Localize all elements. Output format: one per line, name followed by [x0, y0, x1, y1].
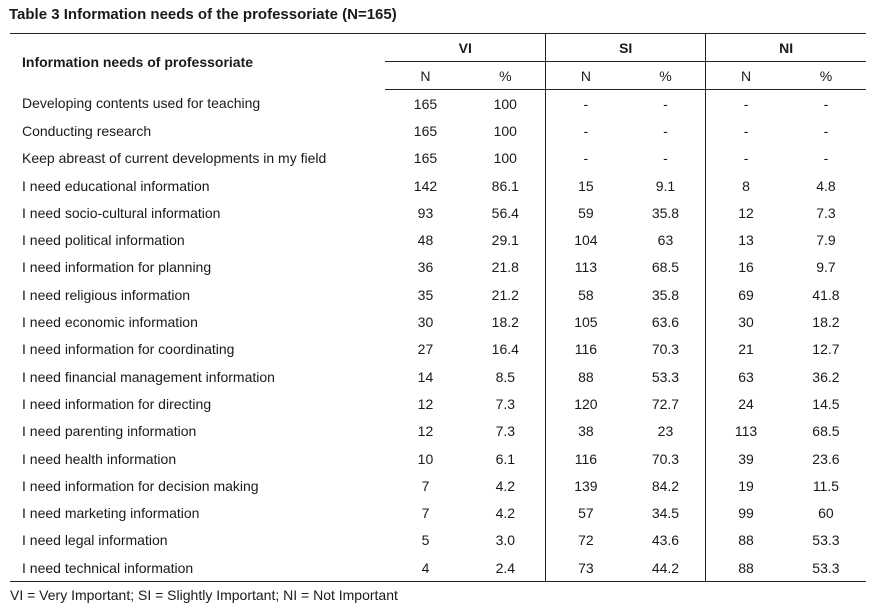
cell-ni-n: -: [706, 145, 786, 172]
cell-vi-n: 142: [413, 177, 438, 194]
cell-vi-n: 36: [417, 259, 434, 276]
cell-ni-pct: -: [823, 95, 829, 112]
cell-vi-pct: 100: [493, 122, 517, 139]
cell-si-n: -: [546, 90, 626, 118]
cell-ni-pct: 7.9: [816, 232, 836, 249]
cell-ni-pct: 7.3: [816, 204, 836, 221]
table-row: [10, 281, 866, 308]
cell-si-n: 38: [546, 418, 626, 445]
table-row: [10, 527, 866, 554]
cell-si-n: 116: [546, 336, 626, 363]
row-label: I need political information: [22, 232, 185, 249]
table-title: Table 3 Information needs of the professoriate (N=165): [9, 6, 397, 23]
cell-si-n: 88: [546, 363, 626, 390]
cell-si-pct: -: [663, 150, 668, 167]
cell-vi-pct: 56.4: [491, 204, 519, 221]
cell-ni-pct: 53.3: [786, 554, 866, 582]
table-row: [10, 363, 866, 390]
cell-si-n: 120: [546, 390, 626, 417]
table-footnote: VI = Very Important; SI = Slightly Important; NI = Not Important: [10, 587, 398, 603]
sub-header-si-pct: %: [626, 62, 706, 90]
cell-ni-pct: -: [823, 122, 829, 139]
cell-si-pct: 72.7: [651, 395, 680, 412]
sub-header-ni-n: N: [706, 62, 786, 90]
cell-vi-pct: 18.2: [491, 314, 519, 331]
cell-si-n: 57: [546, 499, 626, 526]
row-label-header: Information needs of professoriate: [10, 34, 385, 90]
cell-si-n: 72: [546, 527, 626, 554]
cell-vi-n: 12: [417, 395, 434, 412]
cell-si-n: 59: [546, 199, 626, 226]
table-body: [10, 90, 866, 582]
table-row: [10, 226, 866, 253]
cell-ni-n: -: [706, 117, 786, 144]
cell-ni-n: 12: [706, 199, 786, 226]
row-label: I need financial management information: [22, 368, 275, 385]
row-label: I need marketing information: [22, 505, 200, 522]
cell-ni-pct: 12.7: [812, 341, 840, 358]
cell-si-pct: 44.2: [626, 554, 706, 582]
cell-vi-pct: 21.2: [491, 286, 519, 303]
row-label: I need technical information: [10, 554, 385, 582]
cell-si-pct: 68.5: [651, 259, 680, 276]
cell-si-n: 104: [546, 226, 626, 253]
cell-vi-n: 35: [417, 286, 434, 303]
cell-si-pct: 23: [657, 423, 674, 440]
cell-ni-n: 16: [706, 254, 786, 281]
cell-ni-n: 63: [706, 363, 786, 390]
cell-vi-pct: 86.1: [491, 177, 519, 194]
cell-si-n: 15: [546, 172, 626, 199]
cell-vi-n: 27: [417, 341, 434, 358]
table-row: [10, 499, 866, 526]
cell-ni-pct: 68.5: [812, 423, 840, 440]
group-header-si: SI: [546, 34, 706, 62]
cell-ni-pct: 23.6: [812, 450, 840, 467]
cell-vi-pct: 4.2: [495, 477, 516, 494]
cell-ni-pct: 14.5: [812, 395, 840, 412]
cell-vi-n: 48: [417, 232, 434, 249]
cell-si-pct: 63: [657, 232, 674, 249]
cell-ni-pct: 36.2: [812, 368, 840, 385]
cell-ni-pct: -: [823, 150, 829, 167]
table-row: [10, 390, 866, 417]
table-row: [10, 445, 866, 472]
cell-ni-pct: 60: [818, 505, 834, 522]
row-label: I need information for coordinating: [22, 341, 235, 358]
table-row: [10, 254, 866, 281]
cell-vi-n: 165: [413, 122, 438, 139]
row-label: Developing contents used for teaching: [22, 95, 261, 112]
cell-si-n: 113: [546, 254, 626, 281]
information-needs-table: [10, 33, 866, 582]
row-label: I need economic information: [22, 314, 198, 331]
row-label: I need health information: [22, 450, 177, 467]
cell-si-pct: 63.6: [651, 314, 680, 331]
cell-si-pct: -: [663, 95, 668, 112]
cell-vi-pct: 4.2: [495, 505, 516, 522]
sub-header-ni-pct: %: [786, 62, 866, 90]
sub-header-vi-pct: %: [466, 62, 546, 90]
cell-vi-pct: 16.4: [491, 341, 519, 358]
cell-vi-pct: 6.1: [495, 450, 516, 467]
cell-ni-n: 88: [706, 527, 786, 554]
row-label: I need information for decision making: [22, 477, 259, 494]
cell-vi-n: 93: [417, 204, 434, 221]
cell-si-n: 73: [546, 554, 626, 582]
table-row: [10, 308, 866, 335]
cell-vi-pct: 100: [493, 150, 517, 167]
cell-si-pct: 84.2: [651, 477, 680, 494]
row-label: I need information for planning: [22, 259, 212, 276]
cell-si-pct: 43.6: [651, 532, 680, 549]
cell-si-pct: 9.1: [655, 177, 676, 194]
cell-ni-n: 21: [706, 336, 786, 363]
cell-ni-n: 13: [706, 226, 786, 253]
cell-ni-pct: 4.8: [816, 177, 836, 194]
sub-header-vi-n: N: [385, 62, 465, 90]
cell-ni-pct: 53.3: [812, 532, 840, 549]
cell-ni-pct: 11.5: [812, 477, 840, 494]
cell-ni-n: 69: [706, 281, 786, 308]
row-label: I need legal information: [22, 532, 168, 549]
table-row: [10, 336, 866, 363]
cell-si-pct: 34.5: [651, 505, 680, 522]
cell-vi-pct: 2.4: [466, 554, 546, 582]
row-label: I need parenting information: [22, 423, 197, 440]
sub-header-si-n: N: [546, 62, 626, 90]
cell-ni-n: 39: [706, 445, 786, 472]
cell-vi-n: 7: [421, 505, 430, 522]
cell-si-n: 105: [546, 308, 626, 335]
cell-vi-pct: 100: [493, 95, 517, 112]
cell-vi-pct: 21.8: [491, 259, 519, 276]
table-row: [10, 472, 866, 499]
cell-ni-pct: 41.8: [812, 286, 840, 303]
table-row: [10, 117, 866, 144]
cell-vi-n: 165: [413, 150, 438, 167]
cell-si-n: 139: [546, 472, 626, 499]
cell-ni-n: 113: [706, 418, 786, 445]
table-row: [10, 418, 866, 445]
cell-si-n: 58: [546, 281, 626, 308]
row-label: Keep abreast of current developments in my field: [22, 150, 327, 167]
header-row-groups: [10, 34, 866, 62]
cell-si-pct: -: [663, 122, 668, 139]
cell-si-n: -: [546, 145, 626, 172]
cell-si-pct: 70.3: [651, 341, 680, 358]
cell-vi-pct: 8.5: [495, 368, 516, 385]
group-header-vi: VI: [385, 34, 545, 62]
table-row: [10, 554, 866, 582]
group-header-ni: NI: [706, 34, 866, 62]
cell-si-pct: 35.8: [651, 204, 680, 221]
row-label: I need information for directing: [22, 395, 212, 412]
cell-vi-n: 165: [413, 95, 438, 112]
cell-vi-n: 14: [417, 368, 434, 385]
cell-ni-n: 30: [706, 308, 786, 335]
table-row: [10, 90, 866, 118]
table-row: [10, 145, 866, 172]
cell-vi-n: 12: [417, 423, 434, 440]
row-label: Conducting research: [22, 122, 152, 139]
cell-si-n: 116: [546, 445, 626, 472]
cell-ni-pct: 9.7: [816, 259, 836, 276]
cell-vi-n: 7: [421, 477, 430, 494]
cell-ni-n: 19: [706, 472, 786, 499]
cell-vi-pct: 7.3: [495, 395, 516, 412]
cell-ni-n: 88: [706, 554, 786, 582]
cell-ni-n: -: [706, 90, 786, 118]
cell-vi-pct: 3.0: [495, 532, 516, 549]
cell-ni-n: 24: [706, 390, 786, 417]
cell-ni-pct: 18.2: [812, 314, 840, 331]
table-row: [10, 172, 866, 199]
row-label: I need socio-cultural information: [22, 204, 221, 221]
cell-vi-pct: 7.3: [495, 423, 516, 440]
cell-ni-n: 8: [706, 172, 786, 199]
row-label: I need religious information: [22, 286, 191, 303]
cell-si-pct: 53.3: [651, 368, 680, 385]
cell-si-n: -: [546, 117, 626, 144]
cell-vi-n: 30: [417, 314, 434, 331]
cell-vi-n: 4: [385, 554, 465, 582]
cell-vi-n: 10: [417, 450, 434, 467]
row-label: I need educational information: [22, 177, 210, 194]
cell-ni-n: 99: [706, 499, 786, 526]
cell-vi-n: 5: [421, 532, 430, 549]
cell-si-pct: 70.3: [651, 450, 680, 467]
table-row: [10, 199, 866, 226]
cell-vi-pct: 29.1: [491, 232, 519, 249]
cell-si-pct: 35.8: [651, 286, 680, 303]
